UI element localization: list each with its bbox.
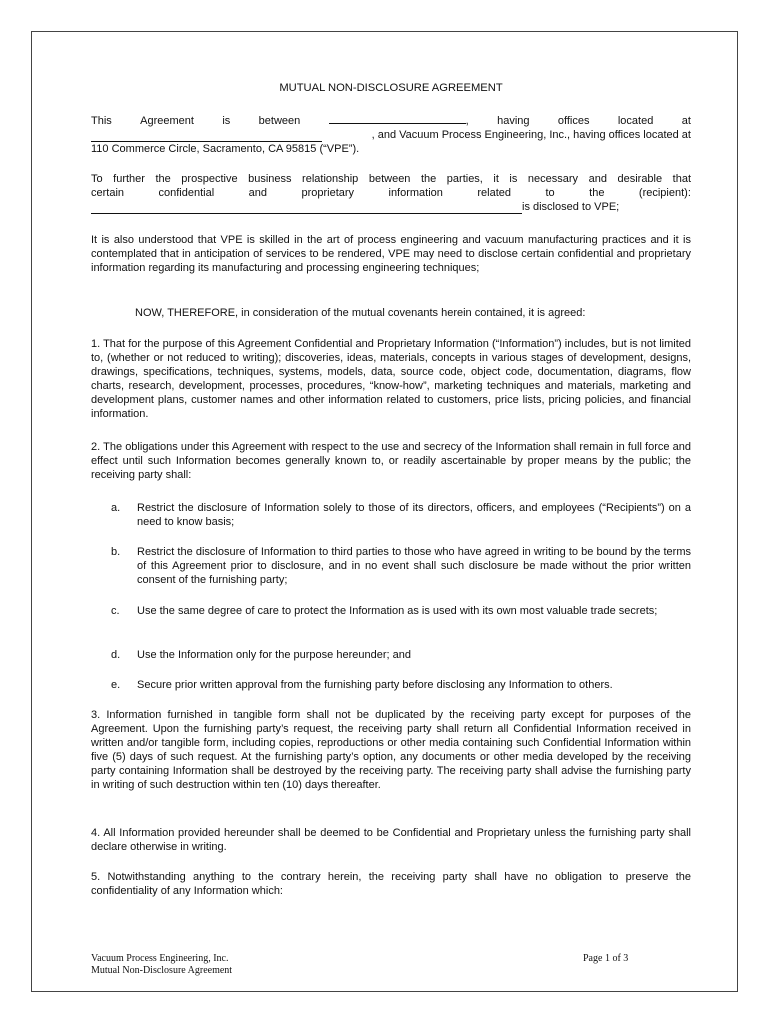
page-number: Page 1 of 3 xyxy=(583,953,629,964)
party-name-blank[interactable] xyxy=(329,112,466,124)
section-3: 3. Information furnished in tangible form shall not be duplicated by the receiving party except for purposes of the Agreement. Upon the furnishing party’s request, the receiving party shall return all Confidential Information received in written and/or tangible form, including copies, reproductions or other media containing such Confidential Information within five (5) days of such request. At the furnishing party’s option, any documents or other media developed by the receiving party containing Information shall be destroyed by the receiving party. The receiving party shall advise the furnishing party in writing of such destruction within ten (10) days thereafter. xyxy=(91,709,691,791)
list-item-a: a. Restrict the disclosure of Information solely to those of its directors, officers, and employees (“Recipients”) on a need to know basis; xyxy=(111,502,691,528)
party-address-blank[interactable] xyxy=(91,130,322,142)
document-title: MUTUAL NON-DISCLOSURE AGREEMENT xyxy=(279,82,503,94)
further-paragraph: To further the prospective business relationship between the parties, it is necessary and desirable that certain confidential and proprietary information related to the (recipient): is disclosed to VPE; xyxy=(91,173,691,213)
footer-left xyxy=(91,953,232,977)
list-item-b: b. Restrict the disclosure of Information to third parties to those who have agreed in writing to be bound by the terms of this Agreement prior to disclosure, and in no event shall such disclosure be made without the prior written consent of the furnishing party; xyxy=(111,546,691,586)
footer-company: Vacuum Process Engineering, Inc. xyxy=(91,953,229,964)
section-4: 4. All Information provided hereunder shall be deemed to be Confidential and Proprietary unless the furnishing party shall declare otherwise in writing. xyxy=(91,827,691,853)
now-therefore-paragraph: NOW, THEREFORE, in consideration of the mutual covenants herein contained, it is agreed: xyxy=(135,307,586,319)
list-item-e: e. Secure prior written approval from the furnishing party before disclosing any Information to others. xyxy=(111,679,613,691)
list-item-d: d. Use the Information only for the purpose hereunder; and xyxy=(111,649,411,661)
section-2: 2. The obligations under this Agreement with respect to the use and secrecy of the Information shall remain in full force and effect until such Information becomes generally known to, or readily ascertainable by proper means by the public; the receiving party shall: xyxy=(91,441,691,481)
recipient-blank[interactable] xyxy=(91,202,522,214)
footer-doc-title: Mutual Non-Disclosure Agreement xyxy=(91,965,233,976)
intro-line-2: , and Vacuum Process Engineering, Inc., having offices located at xyxy=(91,128,691,142)
further-line-3: is disclosed to VPE; xyxy=(91,200,691,214)
section-5: 5. Notwithstanding anything to the contrary herein, the receiving party shall have no obligation to preserve the confidentiality of any Information which: xyxy=(91,871,691,897)
intro-paragraph: This Agreement is between , having offices located at , and Vacuum Process Engineering, Inc., having offices located at 110 Commerce Circle, Sacramento, CA 95815 (“VPE”). xyxy=(91,112,691,156)
intro-line-1: This Agreement is between , having offices located at xyxy=(91,112,691,128)
section-1: 1. That for the purpose of this Agreement Confidential and Proprietary Information (“Information”) includes, but is not limited to, (whether or not reduced to writing); discoveries, ideas, materials, concepts in various stages of development, designs, drawings, specifications, techniques, systems, models, data, source code, object code, documentation, diagrams, flow charts, research, development, processes, procedures, “know-how”, marketing techniques and materials, marketing and development plans, customer names and other information related to customers, price lists, pricing policies, and financial information. xyxy=(91,338,691,420)
further-line-2: certain confidential and proprietary information related to the (recipient): xyxy=(91,187,691,199)
also-paragraph: It is also understood that VPE is skilled in the art of process engineering and vacuum manufacturing practices and it is contemplated that in anticipation of services to be rendered, VPE may need to disclose certain confidential and proprietary information regarding its manufacturing and processing engineering techniques; xyxy=(91,234,691,274)
list-item-c: c. Use the same degree of care to protect the Information as is used with its own most valuable trade secrets; xyxy=(111,605,658,617)
